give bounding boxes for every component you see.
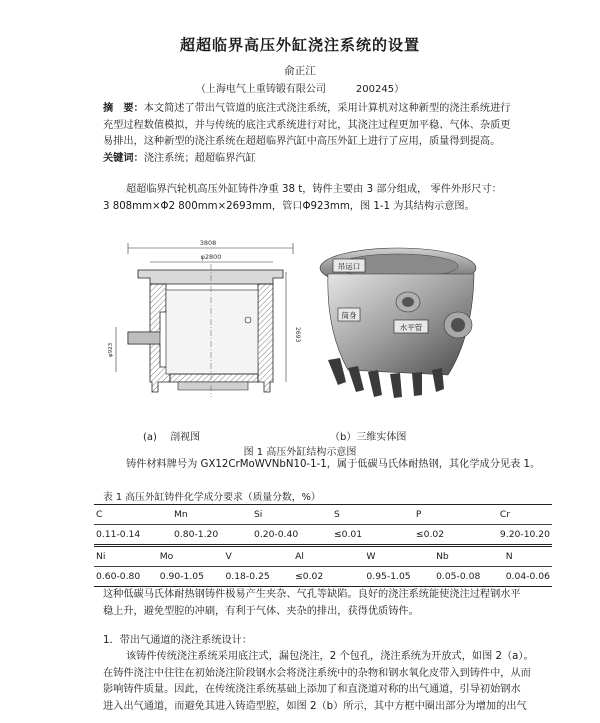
- table-header-row: [94, 547, 552, 567]
- label-body: 筒身: [341, 311, 357, 320]
- figure-caption: 图 1 高压外缸结构示意图: [243, 447, 357, 458]
- table-cell: Si: [253, 509, 263, 520]
- table-cell: 0.20-0.40: [253, 529, 299, 540]
- section-line: 该铸件传统浇注系统采用底注式，漏包浇注，2 个包孔，浇注系统为开放式，如图 2（a）。: [126, 651, 534, 662]
- author: 俞正江: [284, 65, 316, 77]
- solid-model-image: [308, 240, 483, 400]
- abstract-line: 充型过程数值模拟，并与传统的底注式系统进行对比，其浇注过程更加平稳、气体、杂质更: [103, 119, 511, 131]
- table-cell: 0.04-0.06: [505, 571, 550, 582]
- table-cell: C: [96, 509, 103, 520]
- keywords-text: 浇注系统；超超临界汽缸: [143, 152, 256, 164]
- table-cell: 0.18-0.25: [225, 571, 270, 582]
- subcaption-b: （b）三维实体图: [330, 432, 407, 443]
- table-cell: N: [505, 551, 513, 562]
- dim-port: φ923: [108, 342, 114, 357]
- table-header-row: [94, 505, 552, 525]
- table-caption: 表 1 高压外缸铸件化学成分要求（质量分数，%）: [103, 492, 321, 503]
- section-view-drawing: [108, 232, 308, 402]
- table-cell: Nb: [436, 551, 449, 562]
- section-body: [103, 649, 583, 715]
- abstract-label: 摘 要：: [103, 103, 144, 114]
- section-line: 影响铸件质量。因此，在传统浇注系统基础上添加了和直浇道对称的出气通道，引导初始钢水: [103, 684, 521, 695]
- table-row: [94, 525, 552, 545]
- table-cell: S: [333, 509, 340, 520]
- table-cell: 0.05-0.08: [436, 571, 481, 582]
- table-cell: 0.11-0.14: [96, 529, 141, 540]
- table-cell: 0.80-1.20: [173, 529, 219, 540]
- table-cell: ≤0.01: [333, 529, 363, 540]
- paragraph-defects: [103, 586, 583, 620]
- table-cell: P: [415, 509, 422, 520]
- intro-line: 超超临界汽轮机高压外缸铸件净重 38 t，铸件主要由 3 部分组成， 零件外形尺寸：: [126, 184, 502, 195]
- table-cell: W: [366, 551, 376, 562]
- affiliation-postcode: 200245）: [355, 84, 405, 95]
- dim-width: 3808: [199, 239, 217, 247]
- table-cell: ≤0.02: [415, 529, 445, 540]
- affiliation: [0, 80, 600, 95]
- composition-table: [94, 504, 552, 545]
- keywords-label: 关键词：: [103, 152, 144, 164]
- paragraph-line: 这种低碳马氏体耐热钢铸件极易产生夹杂、气孔等缺陷。良好的浇注系统能使浇注过程钢水平: [103, 589, 521, 600]
- table-cell: 0.95-1.05: [366, 571, 411, 582]
- material-line: 铸件材料牌号为 GX12CrMoWVNbN10-1-1，属于低碳马氏体耐热钢，其化学成分见表 1。: [126, 459, 541, 470]
- table-cell: V: [225, 551, 232, 562]
- subcaption-a: (a) 剖视图: [143, 432, 201, 443]
- dim-height: 2693: [294, 327, 301, 343]
- label-top-port: 吊运口: [337, 262, 361, 271]
- abstract-line: 易排出，这种新型的浇注系统在超超临界汽缸中高压外缸上进行了应用，质量得到提高。: [103, 136, 501, 147]
- section-line: 进入出气通道，而避免其进入铸造型腔，如图 2（b）所示，其中方框中圈出部分为增加的出气: [103, 700, 527, 712]
- table-cell: Al: [295, 551, 304, 562]
- label-horizontal-pipe: 水平管: [399, 323, 423, 332]
- table-cell: ≤0.02: [295, 571, 324, 582]
- paragraph-line: 稳上升，避免型腔的冲刷，有利于气体、夹杂的排出，获得优质铸件。: [103, 606, 419, 617]
- affiliation-name: （上海电气上重铸锻有限公司: [195, 84, 326, 95]
- table-cell: 9.20-10.20: [499, 529, 550, 540]
- abstract: [103, 101, 583, 167]
- dim-diameter: φ2800: [200, 253, 222, 261]
- table-cell: Mo: [159, 551, 174, 562]
- page-title: 超超临界高压外缸浇注系统的设置: [179, 36, 420, 54]
- table-row: [94, 567, 552, 587]
- table-cell: Cr: [499, 509, 511, 520]
- table-cell: 0.90-1.05: [159, 571, 204, 582]
- abstract-line: 本文简述了带出气管道的底注式浇注系统，采用计算机对这种新型的浇注系统进行: [143, 103, 511, 114]
- section-line: 在铸件浇注中往往在初始浇注阶段钢水会将浇注系统中的杂物和钢水氧化皮带入到铸件中，从而: [103, 667, 531, 679]
- section-heading: 1．带出气通道的浇注系统设计：: [103, 635, 253, 646]
- table-cell: Ni: [96, 551, 106, 562]
- table-cell: Mn: [173, 509, 188, 520]
- intro-line: 3 808mm×Φ2 800mm×2693mm，管口Φ923mm，图 1-1 为其结构示意图。: [103, 201, 475, 212]
- table-cell: 0.60-0.80: [96, 571, 141, 582]
- composition-table-2: [94, 546, 552, 587]
